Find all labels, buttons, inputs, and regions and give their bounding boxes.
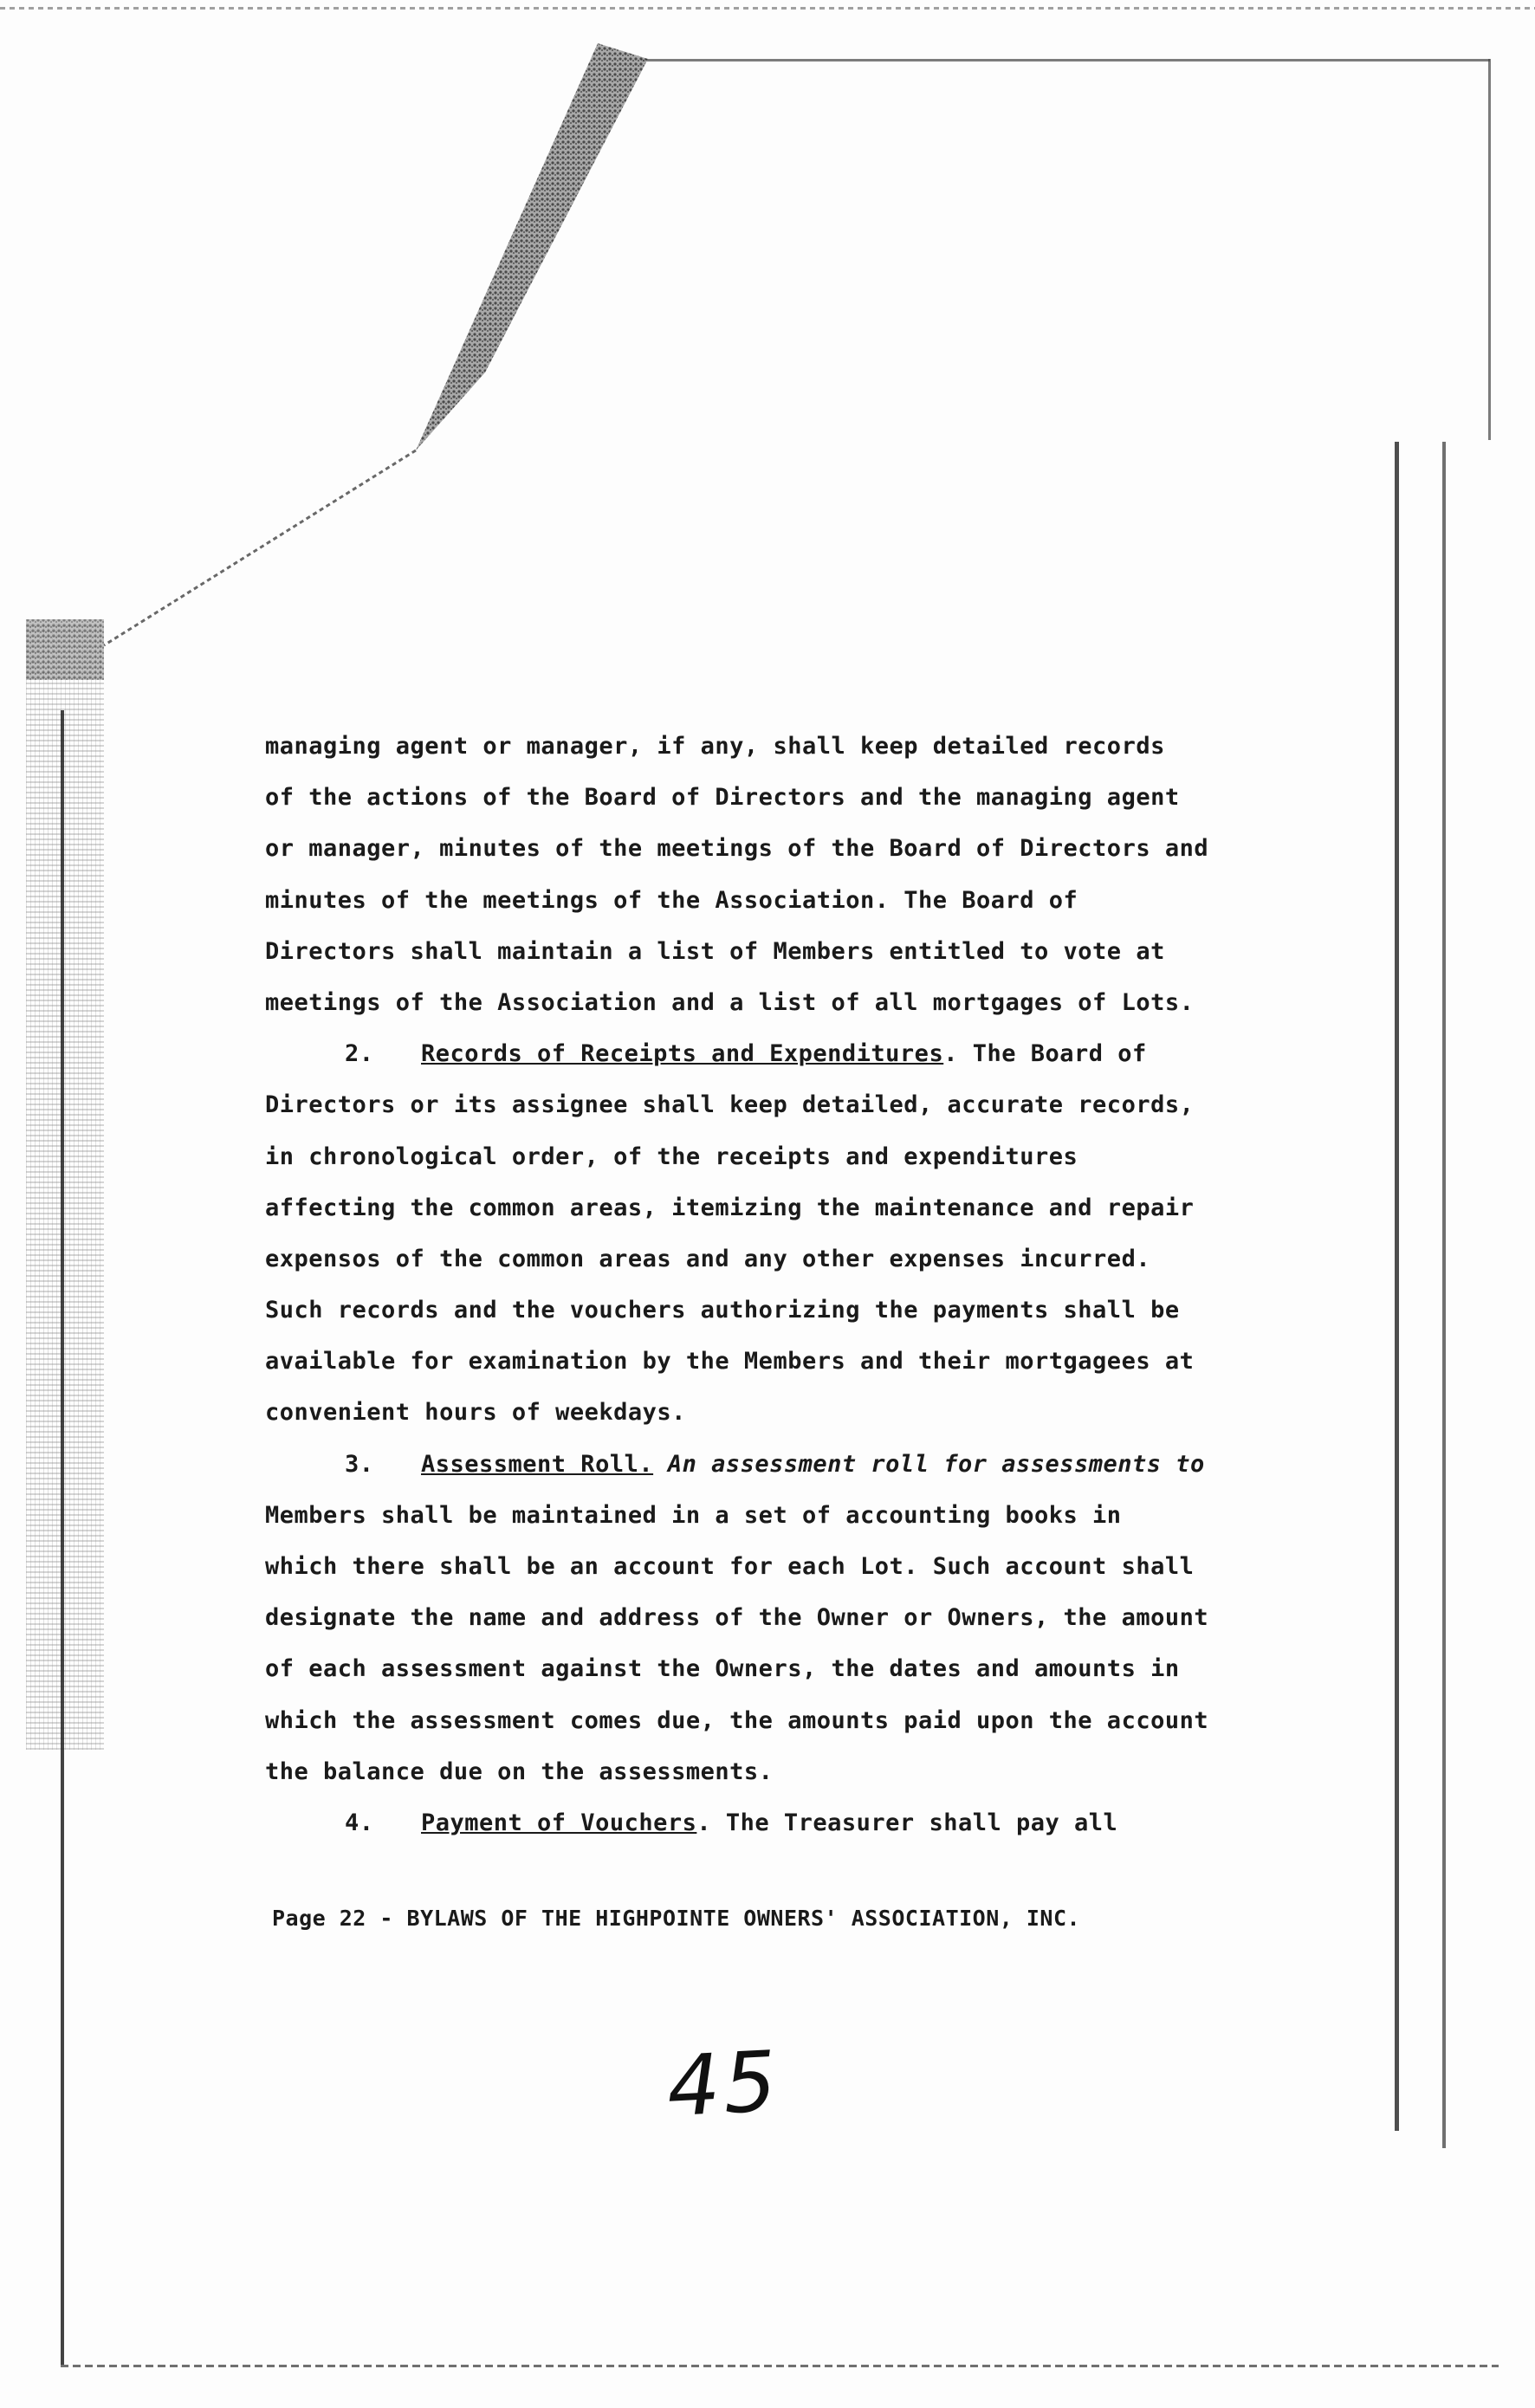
section-4-heading-line xyxy=(265,1797,1270,1848)
section-4-first-line-rest: . The Treasurer shall pay all xyxy=(696,1809,1118,1836)
section-3-line: Members shall be maintained in a set of accounting books in xyxy=(265,1501,1122,1529)
section-3-line: which there shall be an account for each Lot. Such account shall xyxy=(265,1553,1195,1580)
section-3-line: which the assessment comes due, the amounts paid upon the account xyxy=(265,1706,1209,1734)
scan-left-edge-rule xyxy=(61,710,64,2365)
section-4-title: Payment of Vouchers xyxy=(421,1809,697,1836)
section-4-number: 4. xyxy=(345,1809,374,1836)
section-2-line: Directors or its assignee shall keep detailed, accurate records, xyxy=(265,1091,1195,1119)
section-3-number: 3. xyxy=(345,1450,374,1478)
section-3-line: the balance due on the assessments. xyxy=(265,1757,774,1785)
section-2-line: expensos of the common areas and any other expenses incurred. xyxy=(265,1245,1151,1272)
paragraph-line: minutes of the meetings of the Association. The Board of xyxy=(265,886,1078,914)
paragraph-line: of the actions of the Board of Directors and the managing agent xyxy=(265,784,1180,812)
section-2-line: Such records and the vouchers authorizing the payments shall be xyxy=(265,1297,1180,1324)
section-2-line: affecting the common areas, itemizing the maintenance and repair xyxy=(265,1194,1195,1221)
section-2-first-line-rest: . The Board of xyxy=(943,1040,1147,1068)
section-2-heading-line xyxy=(265,1028,1270,1079)
page-footer: Page 22 - BYLAWS OF THE HIGHPOINTE OWNERS' ASSOCIATION, INC. xyxy=(272,1906,1081,1931)
section-3-heading-line xyxy=(265,1439,1270,1490)
scan-left-noise-strip xyxy=(26,624,104,1750)
folded-corner-shadow xyxy=(0,0,1535,780)
section-3-line: designate the name and address of the Owner or Owners, the amount xyxy=(265,1604,1209,1632)
section-3-line: of each assessment against the Owners, the dates and amounts in xyxy=(265,1655,1180,1683)
paragraph-line: or manager, minutes of the meetings of the Board of Directors and xyxy=(265,835,1209,863)
section-3-title: Assessment Roll. xyxy=(421,1450,654,1478)
paragraph-line: meetings of the Association and a list of all mortgages of Lots. xyxy=(265,988,1195,1016)
section-2-line: in chronological order, of the receipts and expenditures xyxy=(265,1143,1078,1170)
section-3-first-line-rest: An assessment roll for assessments to xyxy=(653,1450,1205,1478)
paragraph-line: Directors shall maintain a list of Members entitled to vote at xyxy=(265,937,1165,965)
section-2-line: available for examination by the Members and their mortgagees at xyxy=(265,1348,1195,1376)
handwritten-page-number: 45 xyxy=(664,2032,782,2136)
section-2-line: convenient hours of weekdays. xyxy=(265,1399,686,1427)
paragraph-line: managing agent or manager, if any, shall keep detailed records xyxy=(265,733,1165,760)
section-2-number: 2. xyxy=(345,1040,374,1068)
section-2-title: Records of Receipts and Expenditures xyxy=(421,1040,944,1068)
scan-bottom-border xyxy=(61,2365,1499,2367)
document-body xyxy=(265,721,1270,1848)
